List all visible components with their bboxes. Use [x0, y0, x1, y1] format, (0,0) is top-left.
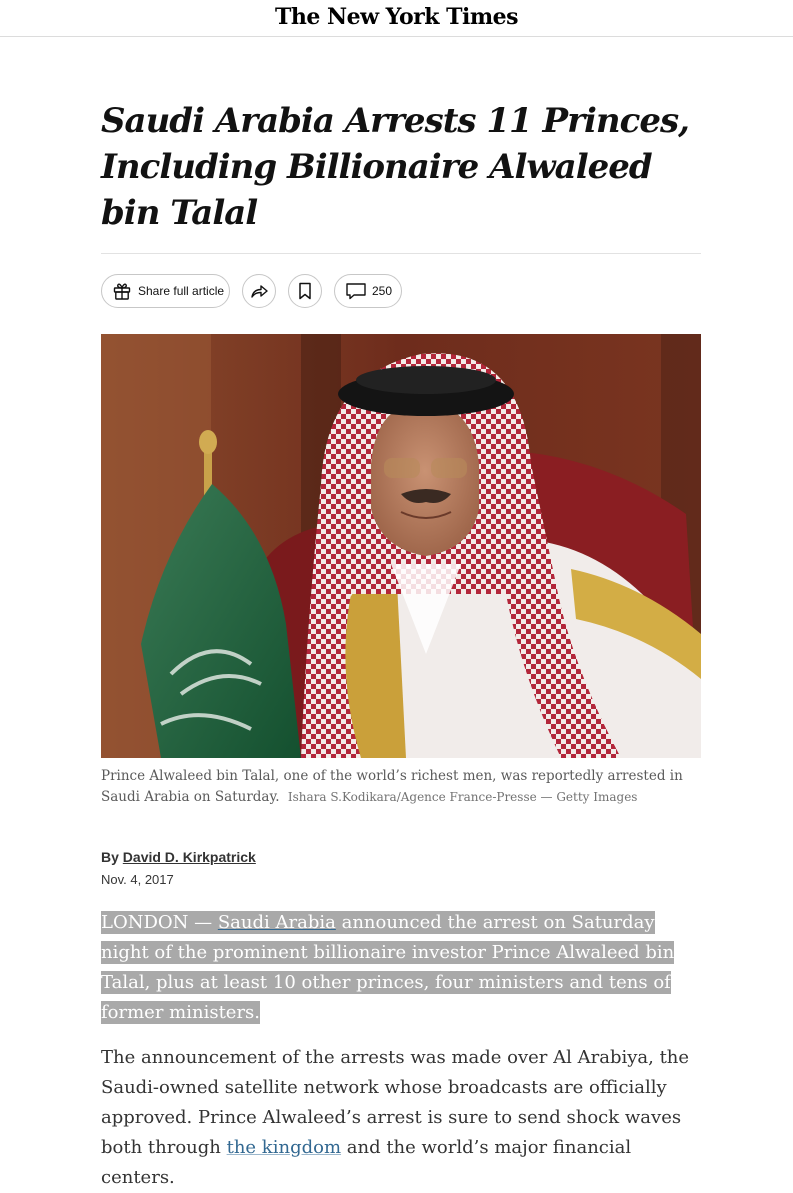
byline-prefix: By — [101, 849, 119, 865]
divider — [101, 253, 701, 254]
share-button[interactable] — [242, 274, 276, 308]
paragraph-text: The announcement of the arrests was made over Al Arabiya, the Saudi-owned satellite network whose broadcasts are officially approved. Prince Alwaleed’s arrest is sure to send shock waves both through — [101, 1047, 690, 1158]
paragraph-text: LONDON — — [101, 912, 218, 933]
bookmark-icon — [297, 281, 313, 301]
caption-text: Prince Alwaleed bin Talal, one of the world’s richest men, was reportedly arrested in Saudi Arabia on Saturday. — [101, 768, 683, 805]
paragraph-text: and the world’s major financial centers. — [101, 1137, 632, 1188]
the-kingdom-link[interactable]: the kingdom — [226, 1137, 342, 1158]
image-credit: Ishara S.Kodikara/Agence France-Presse — Getty Images — [287, 790, 638, 804]
saudi-arabia-link[interactable]: Saudi Arabia — [217, 912, 336, 933]
hero-image — [101, 334, 701, 758]
author-link[interactable]: David D. Kirkpatrick — [122, 849, 256, 865]
article-paragraph-1 — [101, 908, 701, 1028]
comments-button[interactable] — [334, 274, 402, 308]
masthead — [0, 0, 793, 37]
nyt-logo[interactable]: The New York Times — [274, 4, 519, 30]
comment-bubble-icon — [345, 281, 367, 301]
article-headline: Saudi Arabia Arrests 11 Princes, Including Billionaire Alwaleed bin Talal — [101, 101, 689, 233]
save-article-button[interactable] — [288, 274, 322, 308]
publish-date: Nov. 4, 2017 — [101, 872, 174, 887]
byline — [101, 847, 256, 867]
gift-icon — [112, 281, 132, 301]
share-label: Share full article — [138, 284, 225, 298]
forward-arrow-icon — [249, 281, 269, 301]
image-caption — [101, 766, 701, 808]
share-full-article-button[interactable] — [101, 274, 230, 308]
comment-count: 250 — [372, 284, 393, 298]
paragraph-text: announced the arrest on Saturday night of the prominent billionaire investor Prince Alwaleed bin Talal, plus at least 10 other princes, four ministers and tens of former ministers. — [101, 912, 675, 1023]
article-paragraph-2 — [101, 1043, 701, 1193]
